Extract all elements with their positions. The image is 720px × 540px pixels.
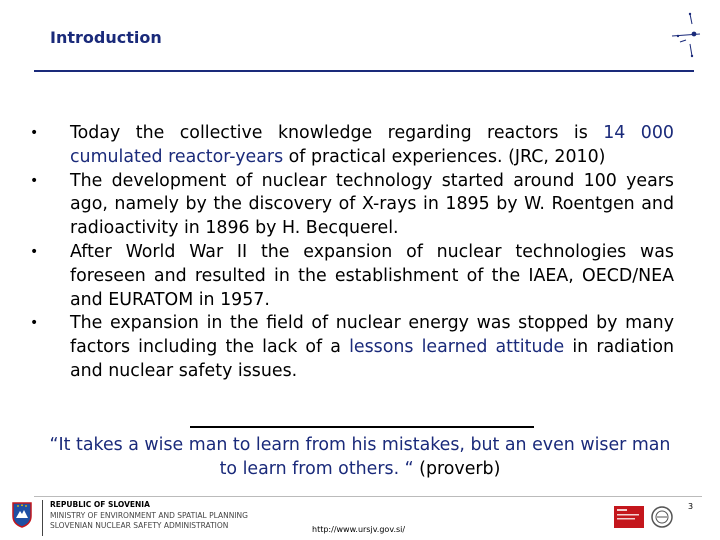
certification-logos-icon: [612, 504, 678, 530]
bullet-item: [30, 170, 674, 241]
bullet-dot: •: [30, 315, 39, 332]
footer-url-link[interactable]: http://www.ursjv.gov.si/: [312, 525, 406, 534]
ministry-line: REPUBLIC OF SLOVENIA: [50, 500, 150, 509]
bullet-dot: •: [30, 125, 39, 141]
ministry-line: SLOVENIAN NUCLEAR SAFETY ADMINISTRATION: [50, 521, 229, 530]
page-number: 3: [688, 502, 694, 511]
bullet-dot: •: [30, 243, 39, 260]
bullet-text: in radiation and nuclear safety issues.: [70, 337, 674, 381]
bullet-text: The development of nuclear technology started around 100 years ago, namely by the discovery of X-rays in 1895 by W. Roentgen and radioactivity in 1896 by H. Becquerel.: [70, 170, 674, 239]
page-title: Introduction: [50, 28, 162, 47]
proverb-quote: [40, 433, 680, 481]
quote-attribution: (proverb): [413, 459, 501, 479]
bullet-list: [30, 122, 674, 384]
bullet-text: The expansion in the field of nuclear energy was stopped by many factors including the lack of a: [70, 313, 674, 358]
ministry-line: MINISTRY OF ENVIRONMENT AND SPATIAL PLANNING: [50, 510, 248, 520]
ursjv-logo-icon: [668, 10, 704, 60]
ministry-block: [50, 500, 248, 532]
bullet-text: Today the collective knowledge regarding reactors is: [70, 123, 604, 143]
footer-separator: [42, 500, 43, 536]
bullet-dot: •: [30, 172, 39, 189]
bullet-item: [30, 312, 674, 383]
slovenia-crest-icon: [12, 502, 32, 528]
bullet-text: of practical experiences. (JRC, 2010): [283, 146, 606, 167]
bullet-item: [30, 241, 674, 312]
quote-text: “It takes a wise man to learn from his mistakes, but an even wiser man to learn from others. “: [49, 435, 671, 479]
bullet-highlight: lessons learned attitude: [349, 337, 565, 358]
quote-divider: [190, 426, 534, 428]
header-divider: [34, 70, 694, 72]
footer-divider: [34, 496, 702, 497]
bullet-highlight: 14 000 cumulated reactor-years: [70, 123, 674, 167]
bullet-text: After World War II the expansion of nuclear technologies was foreseen and resulted in the establishment of the IAEA, OECD/NEA and EURATOM in 1957.: [70, 241, 674, 310]
bullet-item: [30, 122, 674, 170]
